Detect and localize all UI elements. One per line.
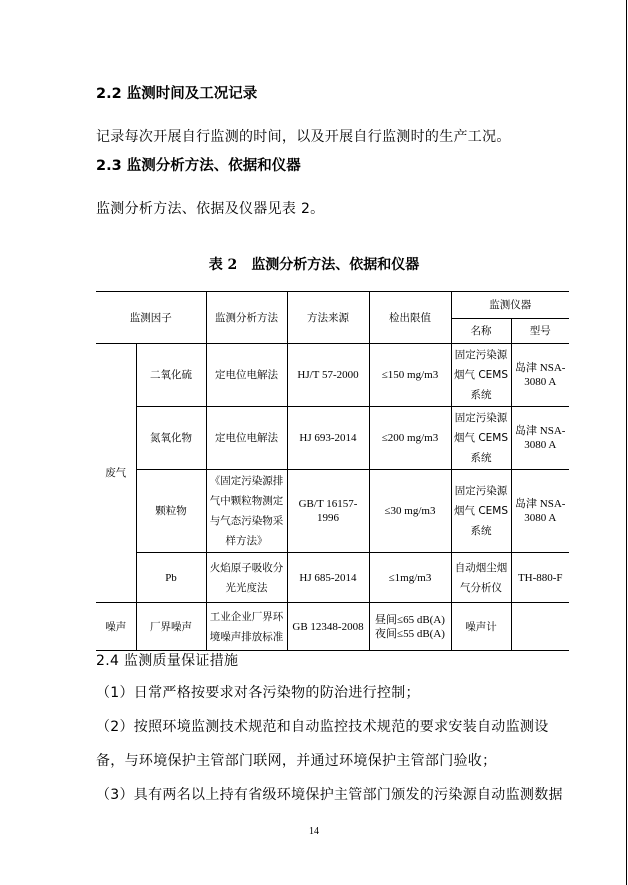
section-2-3-body: 监测分析方法、依据及仪器见表 2。 (96, 201, 325, 217)
item-2-line-2: 备，与环境保护主管部门联网，并通过环境保护主管部门验收； (96, 753, 497, 769)
cell-factor: 氮氧化物 (136, 407, 206, 470)
table-row (96, 407, 569, 470)
cell-method: 工业企业厂界环境噪声排放标准 (206, 603, 287, 651)
cell-method: 火焰原子吸收分光光度法 (206, 553, 287, 603)
cell-model: 岛津 NSA-3080 A (511, 407, 569, 470)
header-limit: 检出限值 (369, 292, 451, 344)
cell-limit: ≤1mg/m3 (369, 553, 451, 603)
table-row (96, 603, 569, 651)
header-instrument: 监测仪器 (451, 292, 569, 319)
table-caption-text: 监测分析方法、依据和仪器 (251, 257, 420, 273)
monitoring-table (96, 291, 569, 651)
group-noise: 噪声 (96, 603, 136, 651)
item-3: （3）具有两名以上持有省级环境保护主管部门颁发的污染源自动监测数据 (96, 787, 563, 803)
table-caption (0, 254, 628, 274)
cell-method: 定电位电解法 (206, 407, 287, 470)
cell-name: 固定污染源烟气 CEMS 系统 (451, 470, 511, 553)
cell-limit-day: 昼间≤65 dB(A) (375, 613, 445, 626)
cell-source: HJ 685-2014 (287, 553, 369, 603)
cell-model (511, 603, 569, 651)
section-2-2-body: 记录每次开展自行监测的时间，以及开展自行监测时的生产工况。 (96, 129, 511, 145)
cell-factor: 颗粒物 (136, 470, 206, 553)
cell-factor: Pb (136, 553, 206, 603)
cell-model: 岛津 NSA-3080 A (511, 470, 569, 553)
cell-model: TH-880-F (511, 553, 569, 603)
header-factor: 监测因子 (96, 292, 206, 344)
cell-method: 定电位电解法 (206, 344, 287, 407)
page-number: 14 (309, 826, 319, 837)
cell-method: 《固定污染源排气中颗粒物测定与气态污染物采样方法》 (206, 470, 287, 553)
cell-source: GB/T 16157-1996 (287, 470, 369, 553)
cell-name: 固定污染源烟气 CEMS 系统 (451, 407, 511, 470)
header-model: 型号 (511, 319, 569, 344)
table-row (96, 470, 569, 553)
section-2-4-title: 2.4 监测质量保证措施 (96, 653, 239, 669)
section-2-3-title: 2.3 监测分析方法、依据和仪器 (96, 158, 301, 174)
header-method: 监测分析方法 (206, 292, 287, 344)
cell-limit: ≤150 mg/m3 (369, 344, 451, 407)
cell-name: 固定污染源烟气 CEMS 系统 (451, 344, 511, 407)
cell-limit (369, 603, 451, 651)
cell-name: 自动烟尘烟气分析仪 (451, 553, 511, 603)
item-2-line-1: （2）按照环境监测技术规范和自动监控技术规范的要求安装自动监测设 (96, 719, 549, 735)
item-1: （1）日常严格按要求对各污染物的防治进行控制； (96, 685, 420, 701)
table-caption-number: 表 2 (208, 257, 238, 273)
table-row (96, 344, 569, 407)
section-2-2-title: 2.2 监测时间及工况记录 (96, 86, 258, 102)
cell-factor: 厂界噪声 (136, 603, 206, 651)
cell-source: HJ 693-2014 (287, 407, 369, 470)
cell-factor: 二氧化硫 (136, 344, 206, 407)
cell-limit-night: 夜间≤55 dB(A) (375, 627, 445, 640)
group-gas: 废气 (96, 344, 136, 603)
cell-source: GB 12348-2008 (287, 603, 369, 651)
header-source: 方法来源 (287, 292, 369, 344)
cell-limit: ≤30 mg/m3 (369, 470, 451, 553)
table-row (96, 553, 569, 603)
cell-limit: ≤200 mg/m3 (369, 407, 451, 470)
cell-name: 噪声计 (451, 603, 511, 651)
cell-model: 岛津 NSA-3080 A (511, 344, 569, 407)
cell-source: HJ/T 57-2000 (287, 344, 369, 407)
header-name: 名称 (451, 319, 511, 344)
